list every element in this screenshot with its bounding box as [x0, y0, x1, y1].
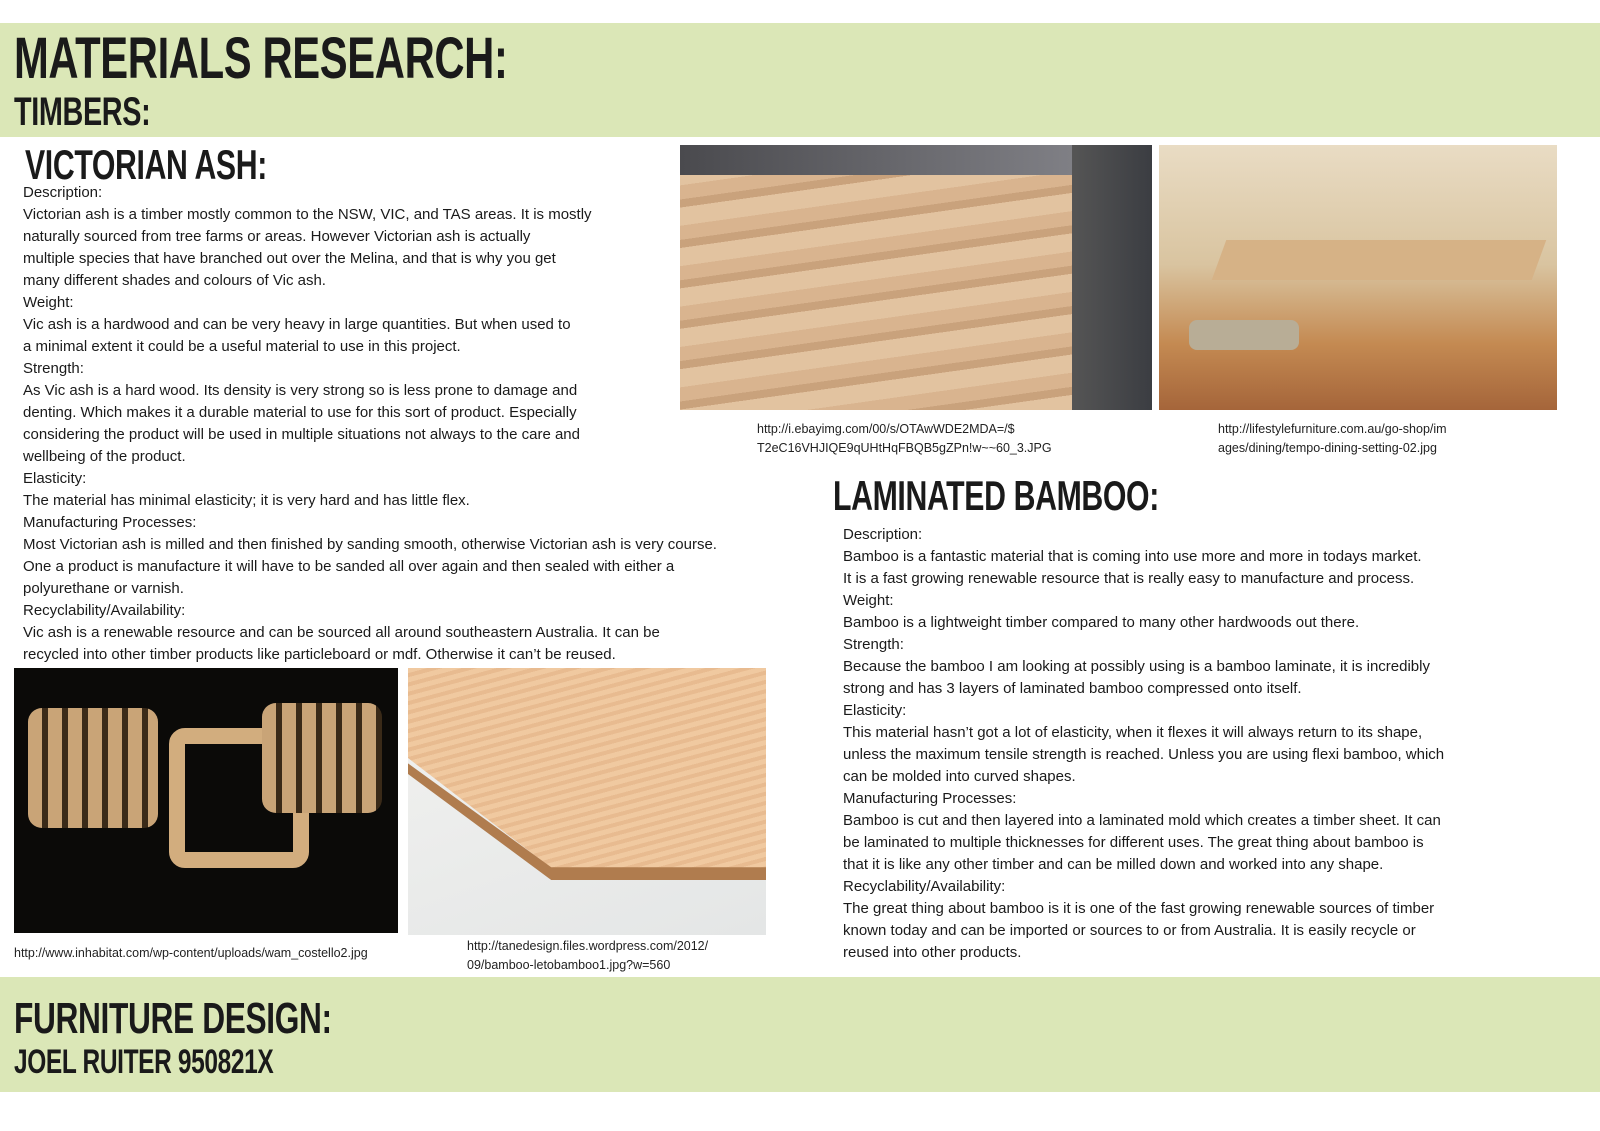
- text-line: Elasticity:: [23, 470, 87, 487]
- text-line: Victorian ash is a timber mostly common to the NSW, VIC, and TAS areas. It is mostly: [23, 206, 592, 223]
- text-line: The material has minimal elasticity; it is very hard and has little flex.: [23, 492, 470, 509]
- text-line: a minimal extent it could be a useful material to use in this project.: [23, 338, 461, 355]
- text-line: Elasticity:: [843, 702, 907, 719]
- text-line: Bamboo is cut and then layered into a laminated mold which creates a timber sheet. It can: [843, 812, 1441, 829]
- text-line: Because the bamboo I am looking at possibly using is a bamboo laminate, it is incredibly: [843, 658, 1430, 675]
- text-line: Manufacturing Processes:: [843, 790, 1017, 807]
- bamboo-board-image: [408, 668, 766, 935]
- text-line: can be molded into curved shapes.: [843, 768, 1076, 785]
- text-line: recycled into other timber products like particleboard or mdf. Otherwise it can’t be reused.: [23, 646, 616, 663]
- lifestyle-caption: http://lifestylefurniture.com.au/go-shop/im ages/dining/tempo-dining-setting-02.jpg: [1218, 422, 1447, 455]
- footer-title: FURNITURE DESIGN:: [14, 994, 332, 1043]
- text-line: polyurethane or varnish.: [23, 580, 184, 597]
- text-line: Bamboo is a lightweight timber compared to many other hardwoods out there.: [843, 614, 1360, 631]
- text-line: that it is like any other timber and can be milled down and worked into any shape.: [843, 856, 1384, 873]
- timber-planks-image: [680, 145, 1152, 410]
- text-line: be laminated to multiple thicknesses for different uses. The great thing about bamboo is: [843, 834, 1424, 851]
- text-line: Description:: [843, 526, 923, 543]
- text-line: Manufacturing Processes:: [23, 514, 197, 531]
- victorian-ash-heading: VICTORIAN ASH:: [25, 141, 267, 188]
- text-line: strong and has 3 layers of laminated bamboo compressed onto itself.: [843, 680, 1302, 697]
- dining-setting-image: [1159, 145, 1557, 410]
- text-line: Strength:: [23, 360, 84, 377]
- inhabitat-caption: http://www.inhabitat.com/wp-content/uploads/wam_costello2.jpg: [14, 946, 368, 960]
- text-line: It is a fast growing renewable resource that is really easy to manufacture and process.: [843, 570, 1415, 587]
- text-line: Description:: [23, 184, 103, 201]
- text-line: denting. Which makes it a durable material to use for this sort of product. Especially: [23, 404, 577, 421]
- text-line: Recyclability/Availability:: [23, 602, 186, 619]
- text-line: naturally sourced from tree farms or areas. However Victorian ash is actually: [23, 228, 531, 245]
- text-line: multiple species that have branched out over the Melina, and that is why you get: [23, 250, 556, 267]
- text-line: Weight:: [843, 592, 894, 609]
- text-line: Strength:: [843, 636, 904, 653]
- page-title: MATERIALS RESEARCH:: [14, 26, 508, 91]
- text-line: unless the maximum tensile strength is reached. Unless you are using flexi bamboo, which: [843, 746, 1445, 763]
- text-line: known today and can be imported or sources to or from Australia. It is easily recycle or: [843, 922, 1416, 939]
- text-line: wellbeing of the product.: [23, 448, 186, 465]
- text-line: The great thing about bamboo is it is one of the fast growing renewable sources of timber: [843, 900, 1435, 917]
- text-line: Most Victorian ash is milled and then finished by sanding smooth, otherwise Victorian ash is very course.: [23, 536, 717, 553]
- text-line: Vic ash is a hardwood and can be very heavy in large quantities. But when used to: [23, 316, 571, 333]
- text-line: Weight:: [23, 294, 74, 311]
- laminated-bamboo-text: [843, 524, 1444, 964]
- bamboo-stools-image: [14, 668, 398, 933]
- laminated-bamboo-heading: LAMINATED BAMBOO:: [833, 472, 1159, 519]
- footer-author: JOEL RUITER 950821X: [14, 1043, 274, 1081]
- victorian-ash-text: [23, 182, 717, 666]
- text-line: Vic ash is a renewable resource and can be sourced all around southeastern Australia. It can be: [23, 624, 660, 641]
- ebay-caption: http://i.ebayimg.com/00/s/OTAwWDE2MDA=/$ T2eC16VHJIQE9qUHtHqFBQB5gZPn!w~~60_3.JPG: [757, 422, 1052, 455]
- text-line: As Vic ash is a hard wood. Its density is very strong so is less prone to damage and: [23, 382, 578, 399]
- text-line: Bamboo is a fantastic material that is coming into use more and more in todays market.: [843, 548, 1422, 565]
- text-line: considering the product will be used in multiple situations not always to the care and: [23, 426, 580, 443]
- page-subtitle: TIMBERS:: [14, 90, 151, 134]
- text-line: many different shades and colours of Vic ash.: [23, 272, 326, 289]
- text-line: One a product is manufacture it will have to be sanded all over again and then sealed with either a: [23, 558, 675, 575]
- text-line: This material hasn’t got a lot of elasticity, when it flexes it will always return to its shape,: [843, 724, 1423, 741]
- text-line: reused into other products.: [843, 944, 1022, 961]
- tane-caption: http://tanedesign.files.wordpress.com/2012/ 09/bamboo-letobamboo1.jpg?w=560: [467, 939, 709, 972]
- text-line: Recyclability/Availability:: [843, 878, 1006, 895]
